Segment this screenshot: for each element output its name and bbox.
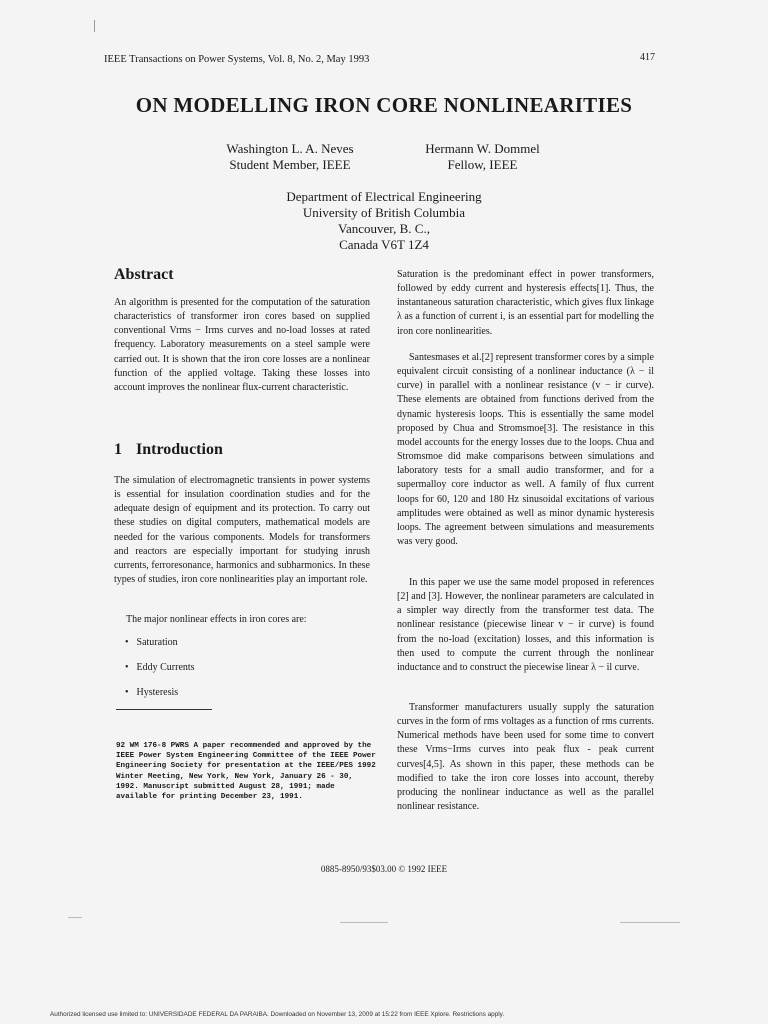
right-paragraph-4: Transformer manufacturers usually supply the saturation curves in the form of rms voltages as a function of rms currents. Numerical methods have been used for some time to convert these Vrms−Irms curves into peak flux - peak current curves[4,5]. As shown in this paper, these methods can be modified to take the iron core losses into account, thereby producing the nonlinear inductance as well as the parallel nonlinear resistance. (397, 702, 654, 813)
section-title: Introduction (136, 441, 223, 458)
section-number: 1 (114, 441, 122, 458)
intro-paragraph-2: The major nonlinear effects in iron cores are: (126, 614, 307, 625)
right-paragraph-3: In this paper we use the same model proposed in references [2] and [3]. However, the nonlinear parameters are calculated in a simpler way directly from the transformer test data. The nonlinear resistance (piecewise linear v − ir curve) is found from the no-load (excitation) losses, and this information is then used to compute the current through the nonlinear inductance and to construct the piecewise linear λ − il curve. (397, 577, 654, 673)
author-name: Hermann W. Dommel (425, 141, 540, 156)
bullet-icon: • (125, 687, 129, 698)
paper-title: ON MODELLING IRON CORE NONLINEARITIES (135, 93, 633, 117)
right-paragraph-2: Santesmases et al.[2] represent transformer cores by a simple equivalent circuit consisting of a nonlinear inductance (λ − il curve) in parallel with a nonlinear resistance (v − ir curve). These elements are obtained from functions derived from the dynamic hysteresis loops. This is essentially the same model proposed by Chua and Stromsmoe[3]. The resistance in this model accounts for the energy losses due to the loops. Chua and Stromsmoe did make comparisons between simulations and laboratory tests for a small audio transformer, and for a supermalloy core inductor as well. A family of flux current loops for 60, 120 and 180 Hz sinusoidal excitations of various amplitudes were obtained as well as minor dynamic hysteresis loops. The agreement between simulations and measurements was very good. (397, 352, 654, 548)
author-name: Washington L. A. Neves (226, 141, 354, 156)
abstract-text: An algorithm is presented for the computation of the saturation characteristics of transformer iron cores based on supplied conventional Vrms − Irms curves and no-load losses at rated frequency. Laboratory measurements on a steel sample were carried out. It is shown that the iron core losses are a nonlinear function of the applied voltage. Taking these losses into account improves the nonlinear flux-current characteristic. (114, 297, 370, 393)
affiliation-line: Department of Electrical Engineering (286, 189, 482, 204)
affiliation-line: Canada V6T 1Z4 (339, 237, 429, 252)
bullet-icon: • (125, 662, 129, 673)
bullet-label: Hysteresis (136, 687, 179, 698)
copyright-line: 0885-8950/93$03.00 © 1992 IEEE (320, 864, 448, 874)
bullet-item (125, 637, 178, 648)
author-role: Fellow, IEEE (447, 157, 518, 172)
scan-mark (94, 20, 95, 32)
footnote-rule (116, 709, 212, 710)
bullet-label: Saturation (136, 637, 178, 648)
page-number: 417 (640, 52, 655, 63)
author-2 (400, 141, 565, 173)
author-1 (195, 141, 385, 173)
license-notice: Authorized licensed use limited to: UNIVERSIDADE FEDERAL DA PARAIBA. Downloaded on November 13, 2009 at 15:22 from IEEE Xplore. Restrictions apply. (50, 1011, 505, 1018)
bullet-item (125, 662, 195, 673)
right-paragraph-1: Saturation is the predominant effect in power transformers, followed by eddy current and hysteresis effects[1]. Thus, the instantaneous saturation characteristic, which gives flux linkage λ as a function of current i, is an essential part for modelling the iron core nonlinearities. (397, 269, 654, 337)
affiliation-line: Vancouver, B. C., (338, 221, 430, 236)
author-role: Student Member, IEEE (229, 157, 351, 172)
journal-header: IEEE Transactions on Power Systems, Vol. 8, No. 2, May 1993 (104, 54, 370, 65)
bullet-icon: • (125, 637, 129, 648)
affiliation (0, 189, 768, 253)
footnote: 92 WM 176-8 PWRS A paper recommended and approved by the IEEE Power System Engineering Committee of the IEEE Power Engineering Society for presentation at the IEEE/PES 1992 Winter Meeting, New York, New York, January 26 - 30, 1992. Manuscript submitted August 28, 1991; made available for printing December 23, 1991. (116, 742, 376, 802)
abstract-heading: Abstract (114, 266, 174, 283)
scan-mark (620, 922, 680, 923)
scan-mark (340, 922, 388, 923)
scan-mark (68, 917, 82, 918)
bullet-item (125, 687, 178, 698)
intro-heading (114, 441, 237, 459)
intro-paragraph-1: The simulation of electromagnetic transients in power systems is essential for insulation coordination studies and for the adequate design of equipment and its protection. To carry out these studies on digital computers, mathematical models are needed for the various components. Models for transformers and reactors are especially important for studying inrush currents, ferroresonance, harmonics and subharmonics. In these types of studies, iron core nonlinearities play an important role. (114, 475, 370, 586)
affiliation-line: University of British Columbia (302, 205, 466, 220)
bullet-label: Eddy Currents (136, 662, 195, 673)
